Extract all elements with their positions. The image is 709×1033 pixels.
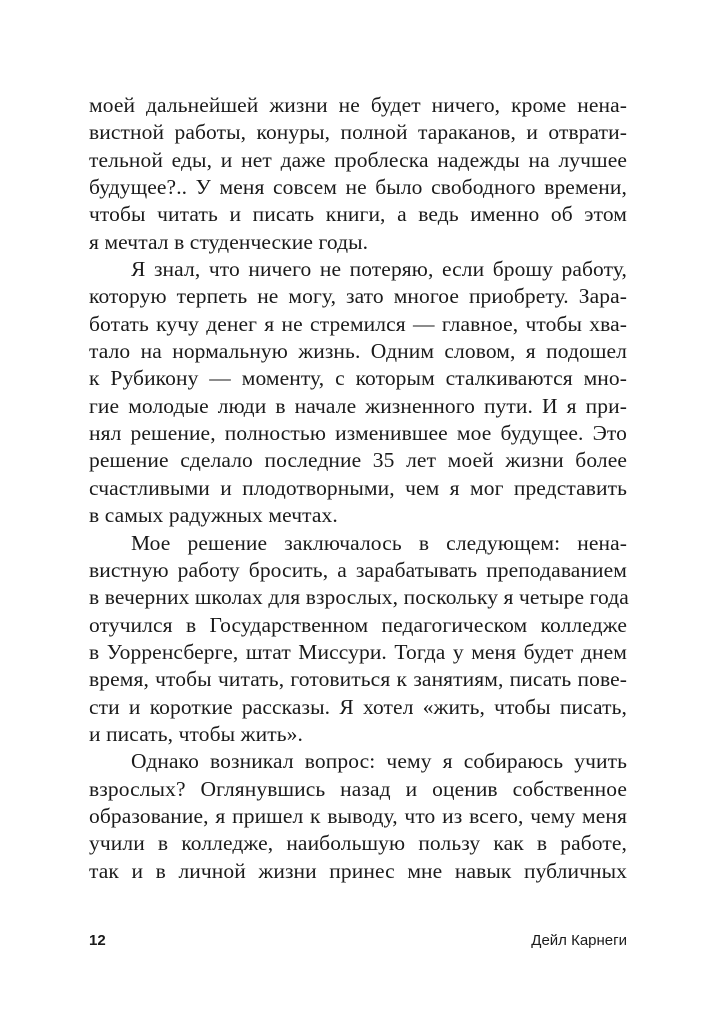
- text-line: взрослых? Оглянувшись назад и оценив собственное: [89, 776, 627, 801]
- text-line: Мое решение заключалось в следующем: нена-: [131, 530, 627, 555]
- text-line: к Рубикону — моменту, с которым сталкиваются мно-: [89, 366, 627, 391]
- text-line: отучился в Государственном педагогическом колледже: [89, 612, 627, 637]
- running-footer-author: Дейл Карнеги: [531, 932, 627, 949]
- page-footer: [89, 932, 627, 949]
- text-line: вистной работы, конуры, полной тараканов, и отврати-: [89, 120, 627, 145]
- text-line: в Уорренсберге, штат Миссури. Тогда у меня будет днем: [89, 639, 627, 664]
- text-line: и писать, чтобы жить».: [89, 721, 303, 746]
- text-line: образование, я пришел к выводу, что из всего, чему меня: [89, 803, 627, 828]
- text-line: так и в личной жизни принес мне навык публичных: [89, 858, 627, 883]
- text-line: чтобы читать и писать книги, а ведь именно об этом: [89, 202, 627, 227]
- text-line: нял решение, полностью изменившее мое будущее. Это: [89, 421, 627, 446]
- body-text: [89, 92, 627, 885]
- text-line: Однако возникал вопрос: чему я собираюсь учить: [131, 749, 627, 774]
- text-line: решение сделало последние 35 лет моей жизни более: [89, 448, 627, 473]
- paragraph: [89, 256, 627, 529]
- paragraph: [89, 530, 627, 749]
- page-number: 12: [89, 932, 106, 949]
- paragraph: [89, 748, 627, 885]
- text-line: моей дальнейшей жизни не будет ничего, кроме нена-: [89, 93, 627, 117]
- text-line: вистную работу бросить, а зарабатывать преподаванием: [89, 557, 627, 582]
- text-line: я мечтал в студенческие годы.: [89, 229, 369, 254]
- text-line: которую терпеть не могу, зато многое приобрету. Зара-: [89, 284, 627, 309]
- text-line: в самых радужных мечтах.: [89, 503, 338, 528]
- paragraph: [89, 92, 627, 256]
- text-line: сти и короткие рассказы. Я хотел «жить, чтобы писать,: [89, 694, 627, 719]
- text-line: тельной еды, и нет даже проблеска надежды на лучшее: [89, 147, 627, 172]
- text-line: счастливыми и плодотворными, чем я мог представить: [89, 475, 627, 500]
- text-line: тало на нормальную жизнь. Одним словом, я подошел: [89, 339, 627, 364]
- text-line: в вечерних школах для взрослых, поскольку я четыре года: [89, 585, 629, 610]
- text-line: Я знал, что ничего не потеряю, если брошу работу,: [131, 257, 627, 282]
- text-line: время, чтобы читать, готовиться к занятиям, писать пове-: [89, 667, 627, 692]
- text-line: ботать кучу денег я не стремился — главное, чтобы хва-: [89, 311, 627, 336]
- text-line: учили в колледже, наибольшую пользу как в работе,: [89, 831, 627, 856]
- text-line: гие молодые люди в начале жизненного пути. И я при-: [89, 393, 627, 418]
- text-line: будущее?.. У меня совсем не было свободного времени,: [89, 175, 627, 200]
